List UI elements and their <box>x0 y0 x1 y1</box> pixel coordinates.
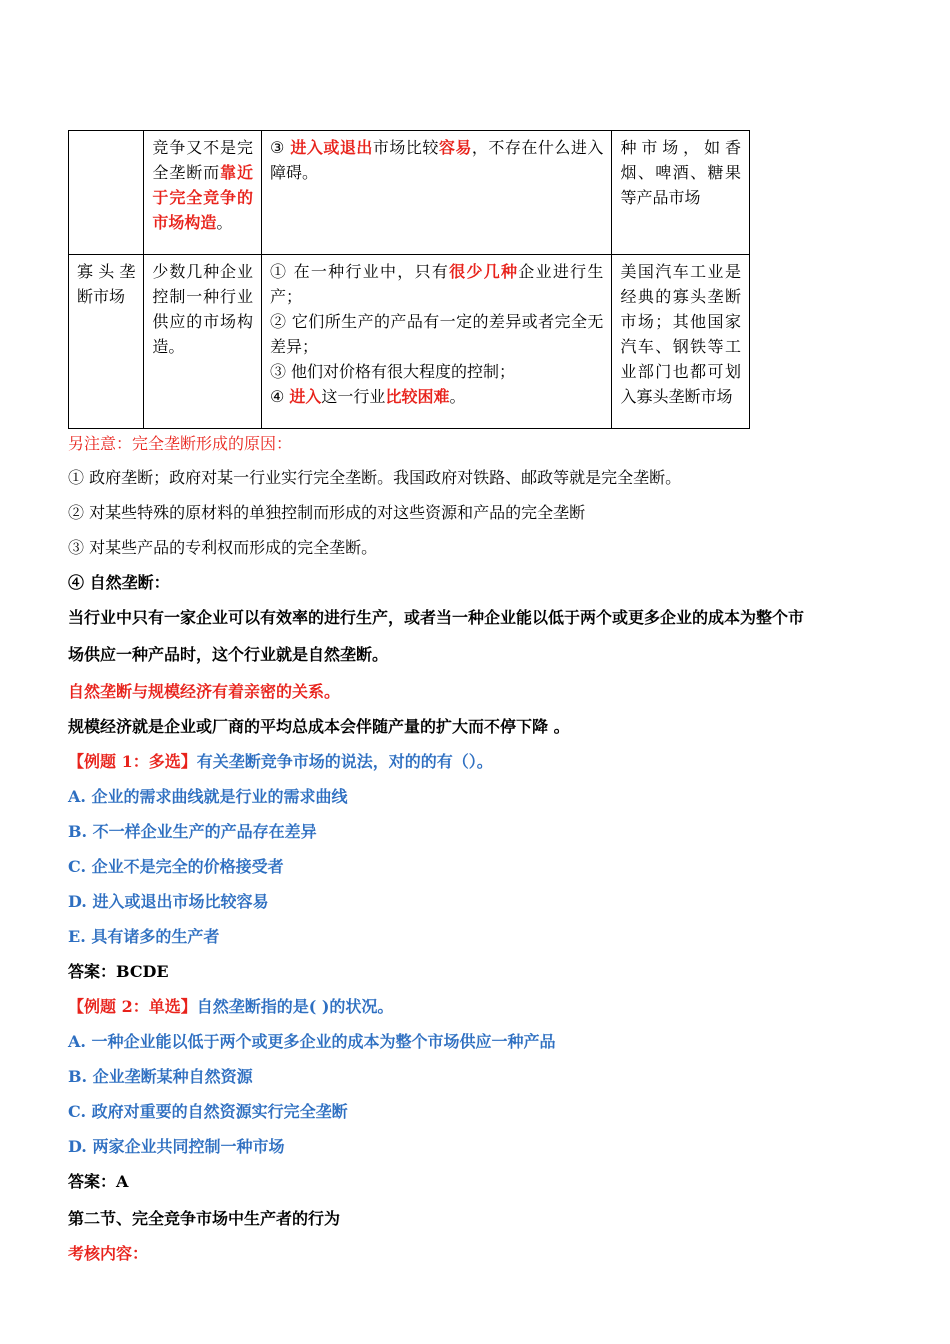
question-1-stem <box>68 749 888 784</box>
feature-item <box>270 384 603 409</box>
text-span: 这一行业 <box>321 387 386 406</box>
table-cell-type <box>69 131 144 255</box>
table-row <box>69 131 750 255</box>
text-span-highlight: 进入 <box>289 387 322 406</box>
text-span-highlight: 靠近于完全竞争的市场构造 <box>152 163 253 232</box>
text-span-highlight: 很少几种 <box>449 262 519 281</box>
table-cell-definition <box>144 131 262 255</box>
text-span: 。 <box>449 387 466 406</box>
question-2-stem <box>68 994 888 1029</box>
question-1-option: E. 具有诸多的生产者 <box>68 927 220 946</box>
text-span: ② 它们所生产的产品有一定的差异或者完全无差异； <box>269 312 604 356</box>
text-span: ④ <box>269 387 290 406</box>
question-1-answer: 答案：BCDE <box>68 962 169 981</box>
section-title: 第二节、完全竞争市场中生产者的行为 <box>68 1209 341 1228</box>
market-structure-table <box>68 130 750 429</box>
table-cell-features <box>261 131 611 255</box>
text-span-highlight: 容易 <box>438 138 472 157</box>
text-span: ③ <box>269 138 291 157</box>
document-page <box>68 130 888 1276</box>
natural-monopoly-relation: 自然垄断与规模经济有着亲密的关系。 <box>68 682 341 701</box>
question-2-answer: 答案：A <box>68 1172 129 1191</box>
feature-item <box>270 309 603 359</box>
text-span-highlight: 进入或退出 <box>290 138 373 157</box>
table-cell-example: 种市场，如香烟、啤酒、糖果等产品市场 <box>612 131 750 255</box>
natural-monopoly-definition: 当行业中只有一家企业可以有效率的进行生产，或者当一种企业能以低于两个或更多企业的成本为整个市 <box>68 608 805 627</box>
question-text: 有关垄断竞争市场的说法，对的的有（）。 <box>196 752 493 771</box>
economies-of-scale: 规模经济就是企业或厂商的平均总成本会伴随产量的扩大而不停下降 。 <box>68 717 570 736</box>
note-item: ③ 对某些产品的专利权而形成的完全垄断。 <box>68 538 378 557</box>
natural-monopoly-definition: 场供应一种产品时，这个行业就是自然垄断。 <box>68 645 389 664</box>
question-1-option: A. 企业的需求曲线就是行业的需求曲线 <box>68 787 348 806</box>
section-content-label: 考核内容： <box>68 1244 149 1263</box>
note-item: ② 对某些特殊的原材料的单独控制而形成的对这些资源和产品的完全垄断 <box>68 503 586 522</box>
text-span: 企业进行生产； <box>269 262 604 306</box>
feature-item <box>270 359 603 384</box>
question-1-option: C. 企业不是完全的价格接受者 <box>68 857 284 876</box>
table-cell-features <box>261 255 611 429</box>
table-cell-definition: 少数几种企业控制一种行业供应的市场构造。 <box>144 255 262 429</box>
question-2-option: B. 企业垄断某种自然资源 <box>68 1067 253 1086</box>
question-1-option: D. 进入或退出市场比较容易 <box>68 892 269 911</box>
table-cell-example: 美国汽车工业是经典的寡头垄断市场；其他国家汽车、钢铁等工业部门也都可划入寡头垄断市场 <box>612 255 750 429</box>
question-2-option: D. 两家企业共同控制一种市场 <box>68 1137 285 1156</box>
text-span: 。 <box>216 213 233 232</box>
note-title: 另注意：完全垄断形成的原因： <box>68 434 293 453</box>
text-span-highlight: 比较困难 <box>385 387 450 406</box>
text-span: ① 在一种行业中，只有 <box>269 262 450 281</box>
text-span: ③ 他们对价格有很大程度的控制； <box>269 362 516 381</box>
question-tag: 【例题 2：单选】 <box>68 997 197 1016</box>
table-cell-type: 寡头垄断市场 <box>69 255 144 429</box>
text-span: ，不存在什么进入障碍。 <box>269 138 604 182</box>
question-text: 自然垄断指的是( )的状况。 <box>196 997 394 1016</box>
text-span: 市场比较 <box>372 138 439 157</box>
feature-item <box>270 259 603 309</box>
question-2-option: A. 一种企业能以低于两个或更多企业的成本为整个市场供应一种产品 <box>68 1032 556 1051</box>
natural-monopoly-heading: ④ 自然垄断： <box>68 573 170 592</box>
note-item: ① 政府垄断；政府对某一行业实行完全垄断。我国政府对铁路、邮政等就是完全垄断。 <box>68 468 682 487</box>
table-row <box>69 255 750 429</box>
question-2-option: C. 政府对重要的自然资源实行完全垄断 <box>68 1102 348 1121</box>
question-tag: 【例题 1：多选】 <box>68 752 197 771</box>
text-span: 竞争又不是完全垄断而 <box>152 138 253 182</box>
question-1-option: B. 不一样企业生产的产品存在差异 <box>68 822 317 841</box>
